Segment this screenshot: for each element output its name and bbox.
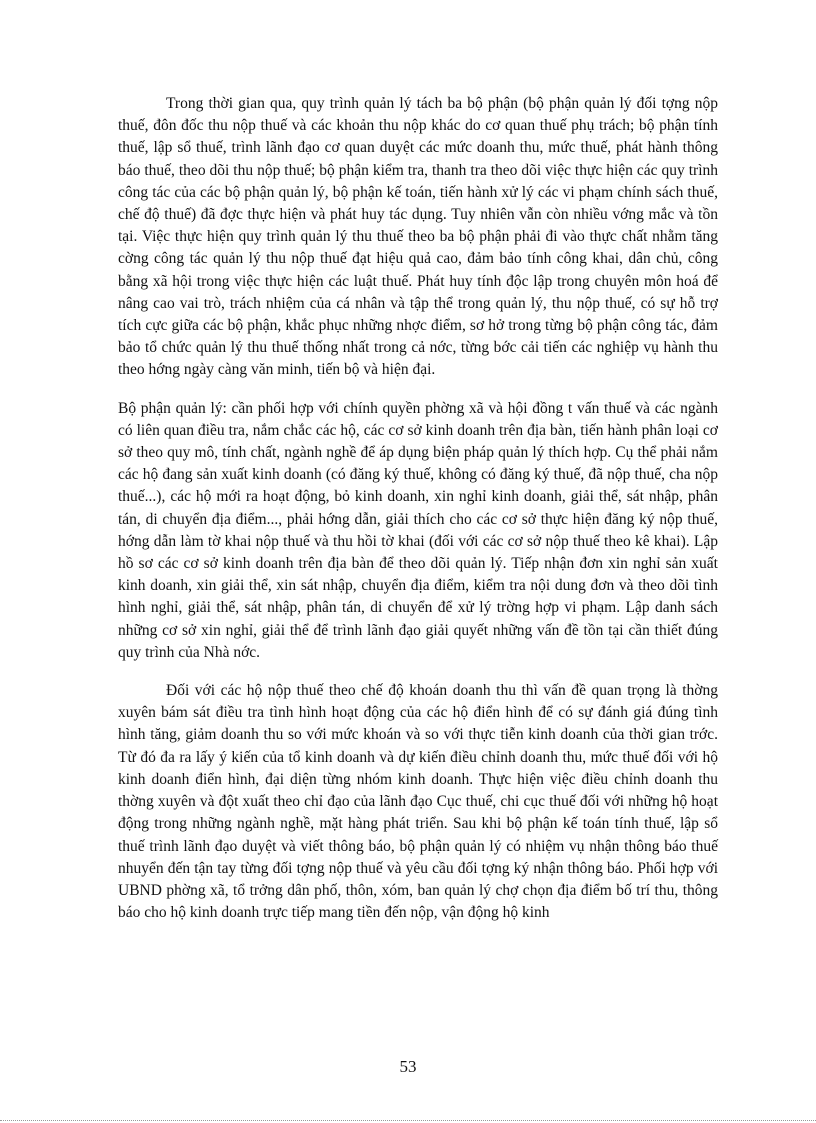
paragraph-2: Bộ phận quản lý: cần phối hợp với chính quyền phờng xã và hội đồng t vấn thuế và các ngành có liên quan điều tra, nắm chắc các hộ, các cơ sở kinh doanh trên địa bàn, tiến hành phân loại cơ sở theo quy mô, tính chất, ngành nghề để áp dụng biện pháp quản lý thích hợp. Cụ thể phải nắm các hộ đang sản xuất kinh doanh (có đăng ký thuế, không có đăng ký thuế, đã nộp thuế, cha nộp thuế...), các hộ mới ra hoạt động, bỏ kinh doanh, xin nghỉ kinh doanh, giải thể, sát nhập, phân tán, di chuyển địa điểm..., phải hớng dẫn, giải thích cho các cơ sở thực hiện đăng ký nộp thuế, hớng dẫn làm tờ khai nộp thuế và thu hồi tờ khai (đối với các cơ sở nộp thuế theo kê khai). Lập hồ sơ các cơ sở kinh doanh trên địa bàn để theo dõi quản lý. Tiếp nhận đơn xin nghỉ sản xuất kinh doanh, xin giải thể, xin sát nhập, chuyển địa điểm, kiểm tra nội dung đơn và theo dõi tình hình nghỉ, giải thể, sát nhập, phân tán, di chuyển để xử lý trờng hợp vi phạm. Lập danh sách những cơ sở xin nghỉ, giải thể để trình lãnh đạo giải quyết những vấn đề tồn tại cần thiết đúng quy trình của Nhà nớc. [118, 399, 718, 661]
paragraph-3: Đối với các hộ nộp thuế theo chế độ khoán doanh thu thì vấn đề quan trọng là thờng xuyên bám sát điều tra tình hình hoạt động của các hộ điển hình để có sự đánh giá đúng tình hình tăng, giảm doanh thu so với mức khoán và so với thực tiễn kinh doanh của thời gian trớc. Từ đó đa ra lấy ý kiến của tổ kinh doanh và dự kiến điều chỉnh doanh thu, mức thuế đối với hộ kinh doanh điển hình, đại diện từng nhóm kinh doanh. Thực hiện việc điều chỉnh doanh thu thờng xuyên và đột xuất theo chỉ đạo của lãnh đạo Cục thuế, chi cục thuế đối với những hộ hoạt động trong những ngành nghề, mặt hàng phát triển. Sau khi bộ phận kế toán tính thuế, lập sổ thuế trình lãnh đạo duyệt và viết thông báo, bộ phận quản lý có nhiệm vụ nhận thông báo thuế nhuyển đến tận tay từng đối tợng nộp thuế và yêu cầu đối tợng ký nhận thông báo. Phối hợp với UBND phờng xã, tổ trởng dân phố, thôn, xóm, ban quản lý chợ chọn địa điểm bố trí thu, thông báo cho hộ kinh doanh trực tiếp mang tiền đến nộp, vận động hộ kinh [118, 682, 718, 922]
page-number: 53 [399, 1057, 417, 1076]
paragraph-1: Trong thời gian qua, quy trình quản lý tách ba bộ phận (bộ phận quản lý đối tợng nộp thuế, đôn đốc thu nộp thuế và các khoản thu nộp khác do cơ quan thuế phụ trách; bộ phận tính thuế, lập sổ thuế, trình lãnh đạo cơ quan duyệt các mức doanh thu, mức thuế, phát hành thông báo thuế, theo dõi thu nộp thuế; bộ phận kiểm tra, thanh tra theo dõi việc thực hiện các quy trình công tác của các bộ phận quản lý, bộ phận kế toán, tiến hành xử lý các vi phạm chính sách thuế, chế độ thuế) đã đợc thực hiện và phát huy tác dụng. Tuy nhiên vẫn còn nhiều vớng mắc và tồn tại. Việc thực hiện quy trình quản lý thu thuế theo ba bộ phận phải đi vào thực chất nhằm tăng cờng công tác quản lý thu nộp thuế đạt hiệu quả cao, đảm bảo tính công khai, dân chủ, công bằng xã hội trong việc thực hiện các luật thuế. Phát huy tính độc lập trong chuyên môn hoá để nâng cao vai trò, trách nhiệm của cá nhân và tập thể trong quản lý, thu nộp thuế, có sự hỗ trợ tích cực giữa các bộ phận, khắc phục những nhợc điểm, sơ hở trong từng bộ phận công tác, đảm bảo tổ chức quản lý thu thuế thống nhất trong cả nớc, từng bớc cải tiến các nghiệp vụ hành thu theo hớng ngày càng văn minh, tiến bộ và hiện đại. [118, 95, 718, 379]
body-text [118, 93, 718, 924]
bottom-rule [0, 1120, 816, 1121]
